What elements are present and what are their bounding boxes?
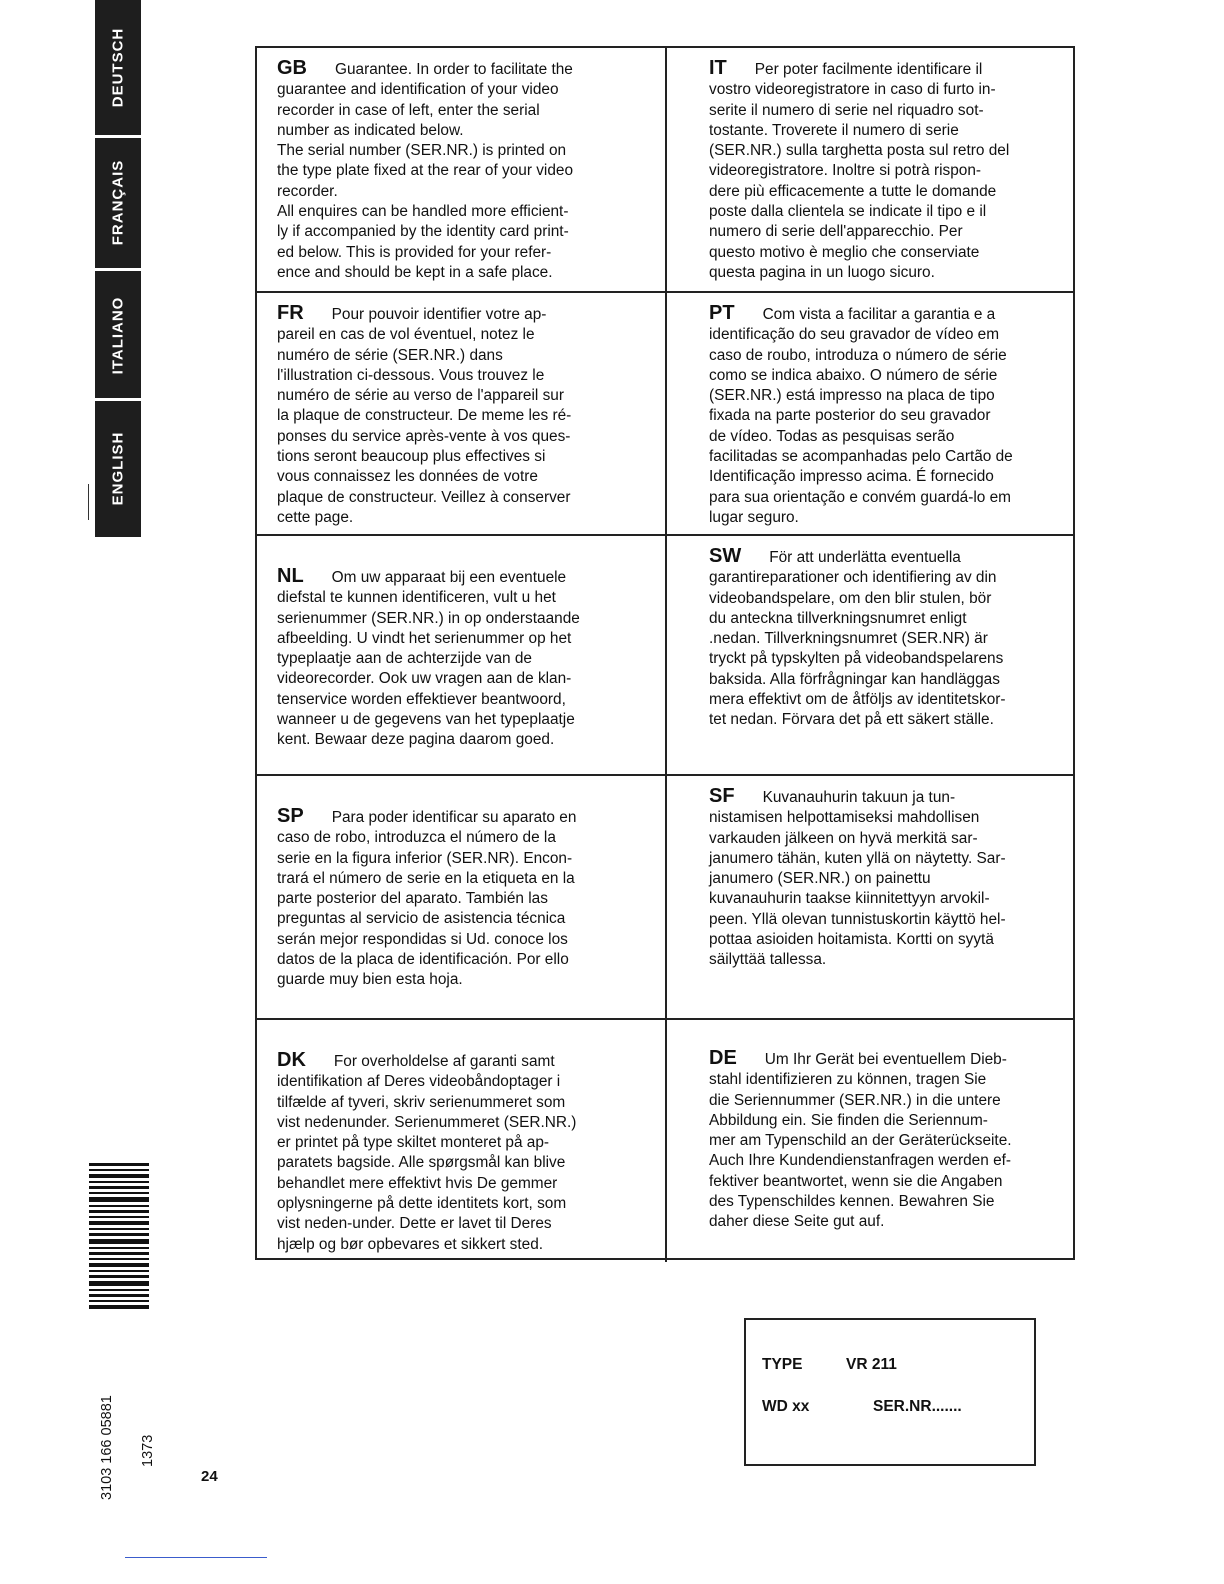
footer-rule <box>125 1557 267 1558</box>
page-number: 24 <box>201 1468 218 1485</box>
lang-tab-italiano[interactable]: ITALIANO <box>109 296 127 374</box>
section-sf: SF Kuvanauhurin takuun ja tun- nistamisen helpottamiseksi mahdollisen varkauden jälkeen on hyvä merkitä sar- janumero tähän, kuten yllä on näytetty. Sar- janumero (SER.NR.) on painettu kuvanauhurin taakse kiinnitettyyn arvokil- peen. Yllä olevan tunnistuskortin käyttö hel- pottaa asioiden hoitamista. Kortti on syytä säilyttää tallessa. <box>667 776 1075 1020</box>
section-code: SF <box>709 785 735 807</box>
section-code: SW <box>709 545 742 567</box>
section-dk: DK For overholdelse af garanti samt identifikation af Deres videobåndoptager i tilfælde af tyveri, skriv serienummeret som vist nedenunder. Serienummeret (SER.NR.) er printet på type skiltet monteret på ap- paratets bagside. Alle spørgsmål kan blive behandlet mere effektivt hvis De gemmer oplysningerne på dette identitets kort, som vist neden-under. Dette er lavet til Deres hjælp og bør opbevares et sikkert sted. <box>257 1020 667 1262</box>
margin-mark <box>88 484 89 520</box>
section-code: IT <box>709 57 727 79</box>
section-fr: FR Pour pouvoir identifier votre ap- pareil en cas de vol éventuel, notez le numéro de série (SER.NR.) dans l'illustration ci-dessous. Vous trouvez le numéro de série au verso de l'appareil sur la plaque de constructeur. De meme les ré- ponses du service après-vente à vos ques- tions seront beaucoup plus effectives si vous connaissez les données de votre plaque de constructeur. Veillez à conserver cette page. <box>257 293 667 536</box>
serial-number-field[interactable]: SER.NR....... <box>873 1398 962 1415</box>
barcode <box>89 1163 149 1311</box>
section-nl: NL Om uw apparaat bij een eventuele diefstal te kunnen identificeren, vult u het serienummer (SER.NR.) in op onderstaande afbeelding. U vindt het serienummer op het typeplaatje aan de achterzijde van de videorecorder. Ook uw vragen aan de klan- tenservice worden effektiever beantwoord, wanneer u de gegevens van het typeplaatje kent. Bewaar deze pagina daarom goed. <box>257 536 667 776</box>
document-code: 1373 <box>140 1434 156 1467</box>
section-gb: GB Guarantee. In order to facilitate the guarantee and identification of your video recorder in case of left, enter the serial number as indicated below. The serial number (SER.NR.) is printed on the type plate fixed at the rear of your video recorder. All enquires can be handled more efficient- ly if accompanied by the identity card print- ed below. This is provided for your refer- ence and should be kept in a safe place. <box>257 48 667 293</box>
section-code: FR <box>277 302 304 324</box>
lang-tab-english[interactable]: ENGLISH <box>109 431 127 506</box>
section-it: IT Per poter facilmente identificare il vostro videoregistratore in caso di furto in- serite il numero di serie nel riquadro sot- tostante. Troverete il numero di serie (SER.NR.) sulla targhetta posta sul retro del videoregistratore. Inoltre si potrà rispon- dere più efficacemente a tutte le domande poste dalla clientela se indicate il tipo e il numero di serie dell'apparecchio. Per questo motivo è meglio che conserviate questa pagina in un luogo sicuro. <box>667 48 1075 293</box>
wd-label: WD xx <box>762 1398 810 1415</box>
type-value: VR 211 <box>846 1356 897 1373</box>
lang-tab-francais[interactable]: FRANÇAIS <box>109 159 127 246</box>
section-code: NL <box>277 565 304 587</box>
section-sw: SW För att underlätta eventuella garantireparationer och identifiering av din videobandspelare, om den blir stulen, bör du anteckna tillverkningsnumret enligt .nedan. Tillverkningsnumret (SER.NR) är tryckt på typskylten på videobandspelarens baksida. Alla förfrågningar kan handläggas mera effektivt om de åtföljs av identitetskor- tet nedan. Förvara det på ett säkert ställe. <box>667 536 1075 776</box>
section-code: SP <box>277 805 304 827</box>
document-number: 3103 166 05881 <box>99 1395 115 1500</box>
section-pt: PT Com vista a facilitar a garantia e a identificação do seu gravador de vídeo em caso de roubo, introduza o número de série como se indica abaixo. O número de série (SER.NR.) está impresso na placa de tipo fixada na parte posterior do seu gravador de vídeo. Todas as pesquisas serão facilitadas se acompanhadas pelo Cartão de Identificação impresso acima. É fornecido para sua orientação e convém guardá-lo em lugar seguro. <box>667 293 1075 536</box>
section-sp: SP Para poder identificar su aparato en caso de robo, introduzca el número de la serie en la figura inferior (SER.NR). Encon- trará el número de serie en la etiqueta en la parte posterior del aparato. También las preguntas al servicio de asistencia técnica serán mejor respondidas si Ud. conoce los datos de la placa de identificación. Por ello guarde muy bien esta hoja. <box>257 776 667 1020</box>
language-sidebar <box>95 0 141 537</box>
guarantee-text-grid <box>255 46 1075 1260</box>
section-code: PT <box>709 302 735 324</box>
section-code: GB <box>277 57 307 79</box>
identity-card <box>744 1318 1036 1466</box>
lang-tab-deutsch[interactable]: DEUTSCH <box>109 27 127 108</box>
section-de: DE Um Ihr Gerät bei eventuellem Dieb- stahl identifizieren zu können, tragen Sie die Seriennummer (SER.NR.) in die untere Abbildung ein. Sie finden die Seriennum- mer am Typenschild an der Geräterückseite. Auch Ihre Kundendienstanfragen werden ef- fektiver beantwortet, wenn sie die Angaben des Typenschildes kennen. Bewahren Sie daher diese Seite gut auf. <box>709 1047 1012 1231</box>
type-label: TYPE <box>762 1356 803 1373</box>
section-code: DK <box>277 1049 306 1071</box>
section-code: DE <box>709 1047 737 1069</box>
